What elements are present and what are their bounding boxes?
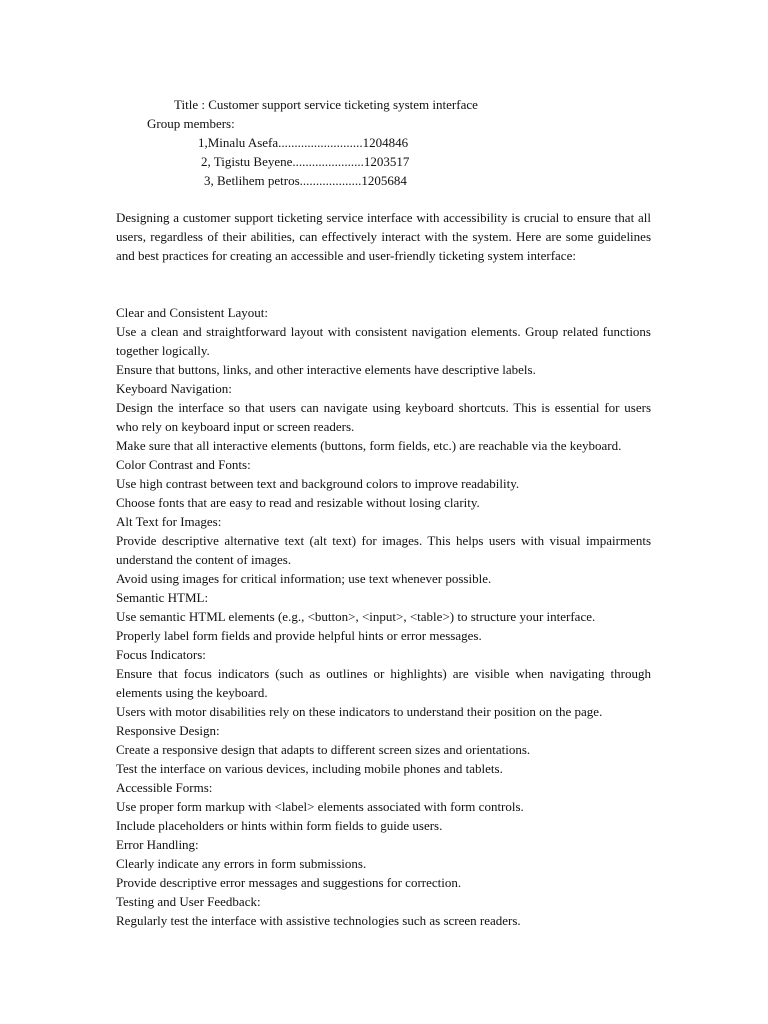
section-text: Include placeholders or hints within form fields to guide users. bbox=[116, 818, 443, 833]
group-member-2: 2, Tigistu Beyene......................1203517 bbox=[201, 154, 410, 169]
section-text: Use semantic HTML elements (e.g., <button>, <input>, <table>) to structure your interface. bbox=[116, 609, 596, 624]
section-text: Ensure that buttons, links, and other interactive elements have descriptive labels. bbox=[116, 362, 536, 377]
section-heading: Error Handling: bbox=[116, 837, 199, 852]
section-text: Use proper form markup with <label> elements associated with form controls. bbox=[116, 799, 524, 814]
section-text: Clearly indicate any errors in form submissions. bbox=[116, 856, 367, 871]
group-member-1: 1,Minalu Asefa..........................1204846 bbox=[198, 135, 409, 150]
section-text: Use a clean and straightforward layout with consistent navigation elements. Group related functions together logically. bbox=[116, 324, 651, 358]
section-heading: Focus Indicators: bbox=[116, 647, 206, 662]
group-members-label: Group members: bbox=[147, 116, 235, 131]
section-heading: Color Contrast and Fonts: bbox=[116, 457, 251, 472]
section-heading: Alt Text for Images: bbox=[116, 514, 222, 529]
section-heading: Semantic HTML: bbox=[116, 590, 209, 605]
section-heading: Clear and Consistent Layout: bbox=[116, 305, 269, 320]
section-heading: Accessible Forms: bbox=[116, 780, 213, 795]
section-heading: Responsive Design: bbox=[116, 723, 220, 738]
section-text: Ensure that focus indicators (such as outlines or highlights) are visible when navigating through elements using the keyboard. bbox=[116, 666, 651, 700]
section-text: Design the interface so that users can navigate using keyboard shortcuts. This is essential for users who rely on keyboard input or screen readers. bbox=[116, 400, 651, 434]
section-text: Provide descriptive alternative text (alt text) for images. This helps users with visual impairments understand the content of images. bbox=[116, 533, 651, 567]
section-text: Avoid using images for critical information; use text whenever possible. bbox=[116, 571, 492, 586]
intro-paragraph: Designing a customer support ticketing service interface with accessibility is crucial to ensure that all users, regardless of their abilities, can effectively interact with the system. Here are some guidelines and best practices for creating an accessible and user-friendly ticketing system interface: bbox=[116, 210, 651, 263]
section-text: Regularly test the interface with assistive technologies such as screen readers. bbox=[116, 913, 521, 928]
group-member-3: 3, Betlihem petros...................1205684 bbox=[204, 173, 407, 188]
document-title: Title : Customer support service ticketing system interface bbox=[174, 97, 478, 112]
section-text: Create a responsive design that adapts to different screen sizes and orientations. bbox=[116, 742, 531, 757]
section-text: Provide descriptive error messages and suggestions for correction. bbox=[116, 875, 462, 890]
section-heading: Keyboard Navigation: bbox=[116, 381, 232, 396]
guidelines-list bbox=[116, 303, 651, 930]
section-text: Properly label form fields and provide helpful hints or error messages. bbox=[116, 628, 482, 643]
section-text: Use high contrast between text and background colors to improve readability. bbox=[116, 476, 520, 491]
section-text: Users with motor disabilities rely on these indicators to understand their position on the page. bbox=[116, 704, 603, 719]
section-text: Make sure that all interactive elements (buttons, form fields, etc.) are reachable via the keyboard. bbox=[116, 438, 622, 453]
section-heading: Testing and User Feedback: bbox=[116, 894, 261, 909]
section-text: Choose fonts that are easy to read and resizable without losing clarity. bbox=[116, 495, 480, 510]
section-text: Test the interface on various devices, including mobile phones and tablets. bbox=[116, 761, 503, 776]
